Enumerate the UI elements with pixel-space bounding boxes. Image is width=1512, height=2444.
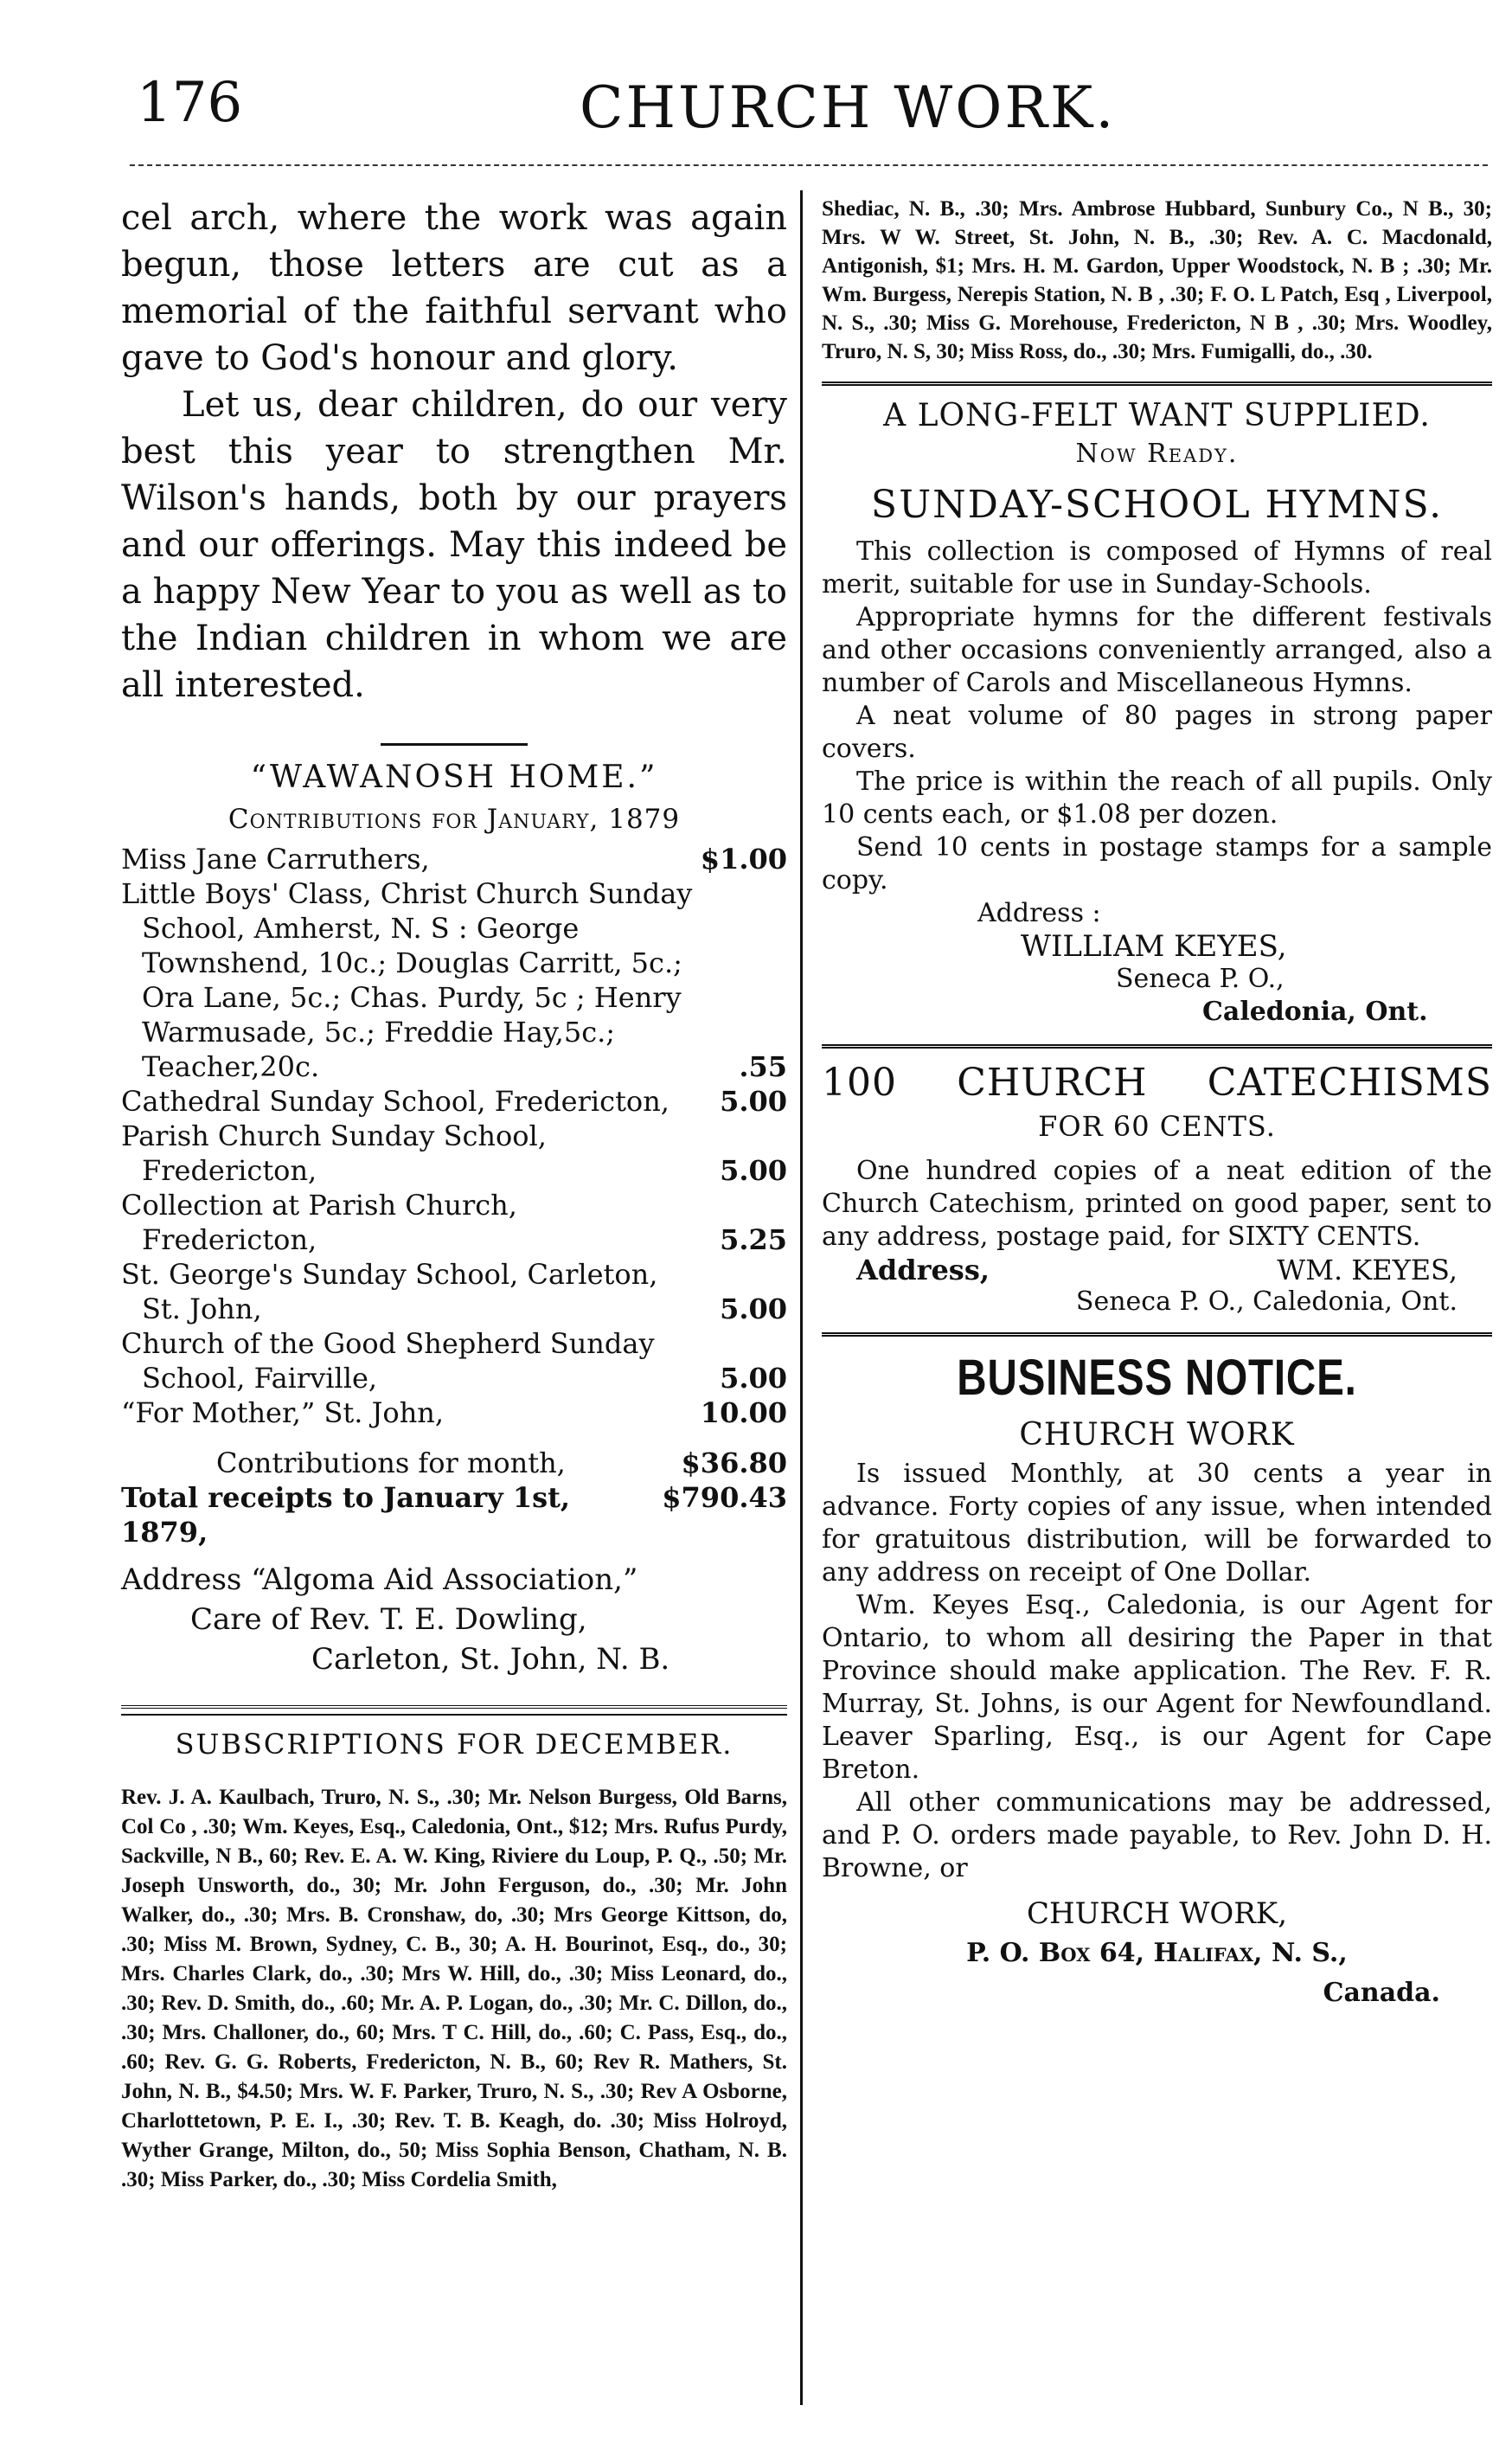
amount: 5.00 <box>720 1154 787 1187</box>
church-work-heading: CHURCH WORK <box>1019 1417 1295 1453</box>
catechisms-title-church: CHURCH <box>957 1061 1148 1105</box>
total-receipts-row <box>121 1480 787 1549</box>
intro-paragraph-1: cel arch, where the work was again begun, those letters are cut as a memorial of the faithful servant who gave to God's honour and glory. <box>121 198 787 378</box>
amount: 5.00 <box>720 1085 787 1118</box>
hymns-paragraph: Appropriate hymns for the different festivals and other occasions conveniently arranged, also a number of Carols and Miscellaneous Hymns. <box>822 602 1492 698</box>
final-country: Canada. <box>1323 1978 1440 2008</box>
total-value: $790.43 <box>662 1481 787 1514</box>
section-rule <box>822 1332 1492 1337</box>
catechisms-address-row <box>822 1254 1492 1286</box>
address-town: Caledonia, Ont. <box>1202 997 1428 1027</box>
hymns-paragraph: Send 10 cents in postage stamps for a sample copy. <box>822 832 1492 895</box>
contributor: Collection at Parish Church, Fredericton, <box>121 1189 517 1256</box>
header-rule <box>130 164 1488 166</box>
contributions-list <box>121 842 787 1430</box>
final-pobox: P. O. Box 64, Halifax, N. S., <box>966 1938 1348 1968</box>
page-number: 176 <box>137 71 243 135</box>
contributor: “For Mother,” St. John, <box>121 1396 445 1429</box>
business-notice-heading: BUSINESS NOTICE. <box>957 1350 1357 1406</box>
contribution-row <box>121 1188 787 1257</box>
contribution-row <box>121 1326 787 1395</box>
catechisms-title-count: 100 <box>822 1061 897 1105</box>
double-rule <box>121 1705 787 1716</box>
month-label: Contributions for month, <box>216 1447 566 1479</box>
month-total-row <box>121 1446 787 1480</box>
hymns-paragraph: This collection is composed of Hymns of real merit, suitable for use in Sunday-Schools. <box>822 536 1492 600</box>
hymns-address <box>822 897 1492 1029</box>
address-line-3: Carleton, St. John, N. B. <box>311 1642 670 1677</box>
amount: $1.00 <box>700 843 787 876</box>
contribution-row <box>121 1257 787 1326</box>
address-label: Address, <box>856 1254 990 1286</box>
hymns-title: SUNDAY-SCHOOL HYMNS. <box>870 483 1444 527</box>
right-column <box>822 195 1492 2013</box>
now-ready: Now Ready. <box>1075 439 1239 469</box>
address-name: WM. KEYES, <box>1277 1254 1458 1286</box>
catechisms-subtitle: FOR 60 CENTS. <box>1038 1110 1276 1143</box>
contribution-row <box>121 1119 787 1188</box>
address-name: WILLIAM KEYES, <box>1021 929 1287 964</box>
address-po: Seneca P. O., Caledonia, Ont. <box>1075 1286 1458 1317</box>
address-line-1: Address “Algoma Aid Association,” <box>121 1562 638 1597</box>
contributor: Little Boys' Class, Christ Church Sunday School, Amherst, N. S : George Townshend, 10c.; Douglas Carritt, 5c.; Ora Lane, 5c.; Chas. Purdy, 5c ; Henry Warmusade, 5c.; Freddie Hay,5c.; Teacher,20c. <box>121 877 693 1083</box>
contribution-row <box>121 842 787 876</box>
amount: .55 <box>739 1050 787 1083</box>
catechisms-title-word: CATECHISMS <box>1207 1061 1492 1105</box>
hymns-paragraph: A neat volume of 80 pages in strong paper covers. <box>822 701 1492 764</box>
wawanosh-heading: “WAWANOSH HOME.” <box>250 760 658 795</box>
subscriptions-list: Rev. J. A. Kaulbach, Truro, N. S., .30; Mr. Nelson Burgess, Old Barns, Col Co , .30; Wm. Keyes, Esq., Caledonia, Ont., $12; Mrs. Rufus Purdy, Sackville, N B., 60; Rev. E. A. W. King, Riviere du Loup, P. Q., .50; Mr. Joseph Unsworth, do., 30; Mr. John Ferguson, do., .30; Mr. John Walker, do., .30; Mrs. B. Cronshaw, do, .30; Mrs George Kittson, do, .30; Miss M. Brown, Sydney, C. B., 30; A. H. Bourinot, Esq., do., 30; Mrs. Charles Clark, do., .30; Mrs W. Hill, do., .30; Miss Leonard, do., .30; Rev. D. Smith, do., .60; Mr. A. P. Logan, do., .30; Mr. C. Dillon, do., .30; Mrs. Challoner, do., 60; Mrs. T C. Hill, do., .60; C. Pass, Esq., do., .60; Rev. G. G. Roberts, Fredericton, N. B., 60; Rev R. Mathers, St. John, N. B., $4.50; Mrs. W. F. Parker, Truro, N. S., .30; Rev A Osborne, Charlottetown, P. E. I., .30; Rev. T. B. Keagh, do. .30; Miss Holroyd, Wyther Grange, Milton, do., 50; Miss Sophia Benson, Chatham, N. B. .30; Miss Parker, do., .30; Miss Cordelia Smith, <box>121 1786 787 2191</box>
business-paragraph: All other communications may be addressed, and P. O. orders made payable, to Rev. John D. H. Browne, or <box>822 1787 1492 1883</box>
algoma-address <box>121 1560 787 1679</box>
catechisms-title <box>822 1061 1492 1105</box>
left-column <box>121 195 787 2195</box>
amount: 5.25 <box>720 1223 787 1256</box>
amount: 5.00 <box>720 1362 787 1395</box>
contributor: Church of the Good Shepherd Sunday School, Fairville, <box>121 1327 655 1395</box>
business-address <box>822 1894 1492 2013</box>
contribution-row <box>121 876 787 1084</box>
section-rule <box>822 1044 1492 1049</box>
totals <box>121 1446 787 1549</box>
contribution-row <box>121 1395 787 1430</box>
column-divider <box>800 190 803 2405</box>
intro-article <box>121 195 787 709</box>
address-line-2: Care of Rev. T. E. Dowling, <box>190 1602 587 1637</box>
address-label: Address : <box>977 898 1101 928</box>
hymns-paragraph: The price is within the reach of all pupils. Only 10 cents each, or $1.08 per dozen. <box>822 767 1492 830</box>
subscriptions-continued: Shediac, N. B., .30; Mrs. Ambrose Hubbard, Sunbury Co., N B., 30; Mrs. W W. Street, St. John, N. B., .30; Rev. A. C. Macdonald, Antigonish, $1; Mrs. H. M. Gardon, Upper Woodstock, N. B ; .30; Mr. Wm. Burgess, Nerepis Station, N. B , .30; F. O. L Patch, Esq , Liverpool, N. S., .30; Miss G. Morehouse, Fredericton, N B , .30; Mrs. Woodley, Truro, N. S, 30; Miss Ross, do., .30; Mrs. Fumigalli, do., .30. <box>822 197 1492 363</box>
subscriptions-heading: SUBSCRIPTIONS FOR DECEMBER. <box>175 1728 734 1761</box>
address-po: Seneca P. O., <box>1116 964 1285 994</box>
amount: 10.00 <box>700 1396 787 1429</box>
contributions-heading <box>121 804 787 835</box>
business-paragraph: Wm. Keyes Esq., Caledonia, is our Agent for Ontario, to whom all desiring the Paper in that Province should make application. The Rev. F. R. Murray, St. Johns, is our Agent for Newfoundland. Leaver Sparling, Esq., is our Agent for Cape Breton. <box>822 1590 1492 1785</box>
contributions-heading-text: Contributions for January, 1879 <box>227 804 681 835</box>
section-rule <box>381 743 528 746</box>
page-title: CHURCH WORK. <box>580 74 1117 141</box>
intro-paragraph-2: Let us, dear children, do our very best this year to strengthen Mr. Wilson's hands, both by our prayers and our offerings. May this indeed be a happy New Year to you as well as to the Indian children in whom we are all interested. <box>121 385 787 705</box>
contributor: Parish Church Sunday School, Fredericton, <box>121 1119 547 1187</box>
catechisms-paragraph: One hundred copies of a neat edition of the Church Catechism, printed on good paper, sent to any address, postage paid, for SIXTY CENTS. <box>822 1156 1492 1252</box>
amount: 5.00 <box>720 1293 787 1325</box>
business-paragraph: Is issued Monthly, at 30 cents a year in advance. Forty copies of any issue, when intended for gratuitous distribution, will be forwarded to any address on receipt of One Dollar. <box>822 1459 1492 1588</box>
contributor: St. George's Sunday School, Carleton, St. John, <box>121 1258 658 1325</box>
total-label: Total receipts to January 1st, 1879, <box>121 1481 571 1549</box>
hymns-ad-heading: A LONG-FELT WANT SUPPLIED. <box>883 398 1431 433</box>
final-title: CHURCH WORK, <box>1026 1896 1288 1931</box>
month-total: $36.80 <box>681 1447 787 1479</box>
contribution-row <box>121 1084 787 1119</box>
contributor: Miss Jane Carruthers, <box>121 843 430 876</box>
section-rule <box>822 382 1492 386</box>
contributor: Cathedral Sunday School, Fredericton, <box>121 1085 670 1118</box>
